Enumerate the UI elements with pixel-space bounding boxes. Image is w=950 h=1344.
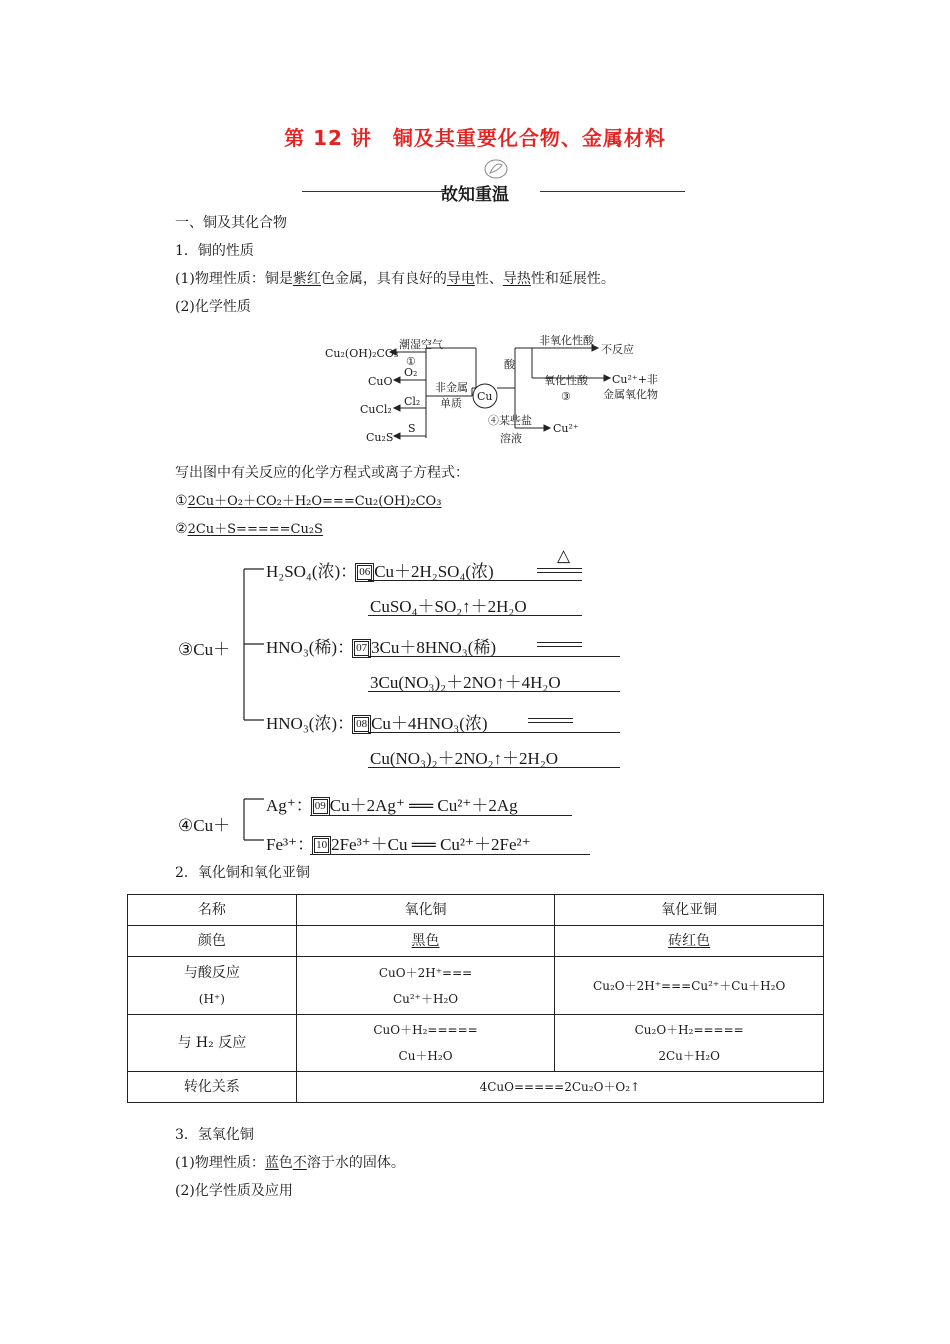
- product-cu2plus: Cu²⁺+非: [612, 373, 658, 386]
- equals-sign: [537, 646, 582, 647]
- answer-blank: 导电: [446, 271, 475, 287]
- table-cell: 转化关系: [128, 1072, 297, 1103]
- equals-sign: [528, 722, 573, 723]
- equation-3-head: ③Cu＋: [178, 640, 231, 659]
- section-banner: 故知重温: [441, 185, 509, 205]
- reaction-number: ①: [406, 355, 416, 368]
- reagent-o2: O₂: [404, 366, 418, 379]
- subsection-heading: 3．氢氧化铜: [175, 1127, 254, 1143]
- answer-underline: [368, 691, 620, 692]
- copper-oxide-table: [127, 894, 824, 1103]
- equals-sign: [528, 718, 573, 719]
- table-cell: 与 H₂ 反应: [128, 1015, 297, 1072]
- equation-1: ①2Cu＋O₂＋CO₂＋H₂O===Cu₂(OH)₂CO₃: [175, 493, 442, 509]
- hydroxide-chemical: (2)化学性质及应用: [175, 1183, 293, 1199]
- table-cell: CuO＋2H⁺=== Cu²⁺＋H₂O: [296, 957, 555, 1015]
- chemical-properties-heading: (2)化学性质: [175, 299, 251, 315]
- result-no-reaction: 不反应: [601, 343, 634, 356]
- blank-number: 09: [314, 800, 326, 812]
- copper-node: Cu: [477, 390, 493, 403]
- reagent-acid: 酸: [504, 358, 515, 371]
- table-row: [128, 1015, 824, 1072]
- condition-heat: △: [557, 546, 571, 565]
- reagent-s: S: [408, 422, 416, 435]
- equation-3b-products: 3Cu(NO₃)₂＋2NO↑＋4H₂O: [370, 673, 561, 692]
- table-header: 氧化亚铜: [555, 895, 824, 926]
- answer-underline: [310, 815, 572, 816]
- subsection-heading: 2．氧化铜和氧化亚铜: [175, 865, 310, 881]
- table-cell: 与酸反应 (H⁺): [128, 957, 297, 1015]
- equation-3a: H₂SO₄(浓)： 06 Cu＋2H₂SO₄(浓): [266, 562, 494, 581]
- equation-3c: HNO₃(浓)： 08 Cu＋4HNO₃(浓): [266, 714, 488, 733]
- physical-properties: (1)物理性质：铜是紫红色金属，具有良好的导电性、导热性和延展性。: [175, 271, 615, 287]
- table-row: [128, 895, 824, 926]
- reagent-nonmetal: 非金属: [435, 381, 468, 394]
- table-row: [128, 926, 824, 957]
- subsection-heading: 1．铜的性质: [175, 243, 254, 259]
- equals-sign: [537, 568, 582, 569]
- equation-4a: Ag⁺： 09 Cu＋2Ag⁺ ══ Cu²⁺＋2Ag: [266, 796, 518, 815]
- reagent-salt: ④某些盐: [488, 414, 532, 427]
- answer-blank: 导热: [502, 271, 531, 287]
- answer-underline: [368, 732, 620, 733]
- table-cell: 黑色: [296, 926, 555, 957]
- product-cu2plus-ion: Cu²⁺: [553, 422, 579, 435]
- table-header: 名称: [128, 895, 297, 926]
- equation-3a-products: CuSO₄＋SO₂↑＋2H₂O: [370, 597, 527, 616]
- section-heading: 一、铜及其化合物: [175, 215, 287, 231]
- answer-underline: [368, 656, 620, 657]
- leaf-icon: [483, 158, 509, 180]
- answer-underline: [310, 854, 590, 855]
- table-cell: 颜色: [128, 926, 297, 957]
- equation-4b: Fe³⁺： 10 2Fe³⁺＋Cu ══ Cu²⁺＋2Fe²⁺: [266, 835, 531, 854]
- table-cell: Cu₂O＋H₂===== 2Cu＋H₂O: [555, 1015, 824, 1072]
- product-nonmetal-oxide: 金属氧化物: [603, 388, 658, 401]
- table-cell: Cu₂O＋2H⁺===Cu²⁺＋Cu＋H₂O: [555, 957, 824, 1015]
- reagent-solution: 溶液: [500, 432, 522, 445]
- answer-underline: [368, 767, 620, 768]
- product-cucl2: CuCl₂: [360, 403, 392, 416]
- product-basic-copper-carbonate: Cu₂(OH)₂CO₃: [325, 347, 399, 360]
- instruction-text: 写出图中有关反应的化学方程式或离子方程式：: [175, 465, 469, 481]
- reaction-number: ③: [561, 390, 571, 403]
- answer-blank: 蓝: [264, 1155, 279, 1171]
- equals-sign: [537, 572, 582, 573]
- reagent-oxidizing-acid: 氧化性酸: [544, 374, 588, 387]
- table-row: [128, 1072, 824, 1103]
- table-cell: 砖红色: [555, 926, 824, 957]
- reagent-nonmetal: 单质: [440, 397, 462, 410]
- answer-underline: [368, 615, 582, 616]
- table-cell: 4CuO=====2Cu₂O＋O₂↑: [296, 1072, 823, 1103]
- blank-number: 07: [356, 642, 368, 654]
- answer-underline: [368, 580, 582, 581]
- page-title: 第 12 讲 铜及其重要化合物、金属材料: [284, 126, 666, 150]
- equation-2: ②2Cu＋S=====Cu₂S: [175, 521, 323, 537]
- product-cuo: CuO: [368, 375, 393, 388]
- reagent-non-oxidizing-acid: 非氧化性酸: [539, 334, 594, 347]
- reagent-humid-air: 潮湿空气: [399, 338, 443, 351]
- answer-blank: 不: [292, 1155, 307, 1171]
- equation-4-head: ④Cu＋: [178, 816, 231, 835]
- equation-3b: HNO₃(稀)： 07 3Cu＋8HNO₃(稀): [266, 638, 497, 657]
- table-header: 氧化铜: [296, 895, 555, 926]
- product-cu2s: Cu₂S: [366, 431, 394, 444]
- blank-number: 10: [316, 839, 328, 851]
- reagent-cl2: Cl₂: [404, 395, 421, 408]
- answer-blank: 紫红: [292, 271, 321, 287]
- equals-sign: [537, 642, 582, 643]
- table-cell: CuO＋H₂===== Cu＋H₂O: [296, 1015, 555, 1072]
- hydroxide-physical: (1)物理性质：蓝色不溶于水的固体。: [175, 1155, 405, 1171]
- blank-number: 08: [356, 718, 368, 730]
- equation-3c-products: Cu(NO₃)₂＋2NO₂↑＋2H₂O: [370, 749, 559, 768]
- table-row: [128, 957, 824, 1015]
- blank-number: 06: [359, 566, 371, 578]
